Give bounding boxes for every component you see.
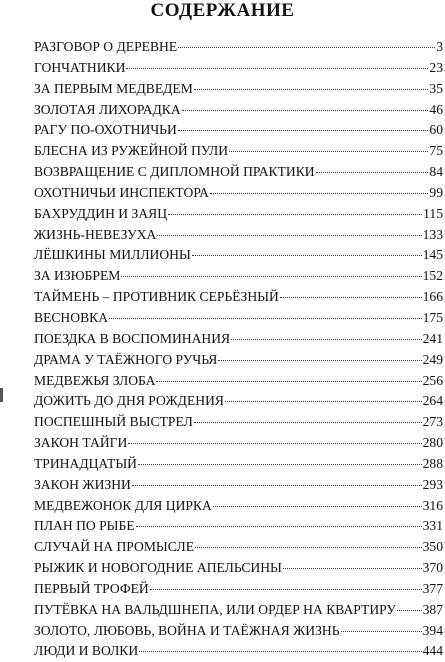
- dot-leader: [136, 526, 422, 527]
- dot-leader: [150, 589, 422, 590]
- toc-entry-title: ЗАКОН ТАЙГИ: [34, 435, 128, 451]
- toc-entry: [34, 183, 443, 204]
- toc-entry: [34, 454, 443, 475]
- toc-entry: [34, 100, 443, 121]
- toc-entry: [34, 120, 443, 141]
- toc-entry-page: 46: [429, 101, 443, 117]
- toc-entry-page: 350: [422, 539, 443, 555]
- dot-leader: [229, 151, 428, 152]
- toc-entry-page: 256: [422, 372, 443, 388]
- dot-leader: [126, 68, 428, 69]
- toc-entry-title: РЫЖИК И НОВОГОДНИЕ АПЕЛЬСИНЫ: [34, 560, 282, 576]
- dot-leader: [231, 339, 422, 340]
- toc-entry-title: ПЕРВЫЙ ТРОФЕЙ: [34, 580, 149, 596]
- toc-entry: [34, 162, 443, 183]
- toc-entry-page: 264: [422, 393, 443, 409]
- toc-entry: [34, 266, 443, 287]
- toc-entry-title: ДРАМА У ТАЁЖНОГО РУЧЬЯ: [34, 351, 218, 367]
- dot-leader: [128, 443, 421, 444]
- dot-leader: [168, 214, 422, 215]
- dot-leader: [138, 464, 422, 465]
- toc-entry-page: 23: [429, 59, 443, 75]
- dot-leader: [182, 110, 429, 111]
- toc-entry-page: 60: [429, 122, 443, 138]
- toc-entry-page: 387: [422, 601, 443, 617]
- page-edge-mark: [0, 388, 3, 402]
- toc-entry-page: 166: [422, 289, 443, 305]
- toc-entry-title: РАГУ ПО-ОХОТНИЧЬИ: [34, 122, 177, 138]
- page-title: СОДЕРЖАНИЕ: [150, 0, 295, 21]
- toc-entry-page: 115: [423, 205, 443, 221]
- toc-entry-title: ЖИЗНЬ-НЕВЕЗУХА: [34, 226, 157, 242]
- dot-leader: [316, 172, 429, 173]
- toc-entry: [34, 225, 443, 246]
- toc-entry: [34, 537, 443, 558]
- toc-entry-title: ЛЮДИ И ВОЛКИ: [34, 643, 139, 659]
- dot-leader: [213, 506, 422, 507]
- dot-leader: [132, 485, 422, 486]
- toc-entry-page: 75: [429, 143, 443, 159]
- toc-entry-title: ГОНЧАТНИКИ: [34, 59, 126, 75]
- toc-entry-title: ПУТЁВКА НА ВАЛЬДШНЕПА, ИЛИ ОРДЕР НА КВАРТИРУ: [34, 601, 396, 617]
- toc-entry-page: 241: [422, 330, 443, 346]
- toc-entry: [34, 600, 443, 621]
- toc-entry-page: 444: [422, 643, 443, 659]
- toc-entry-title: ЗАКОН ЖИЗНИ: [34, 476, 131, 492]
- toc-entry-page: 316: [422, 497, 443, 513]
- dot-leader: [280, 297, 422, 298]
- toc-entry: [34, 391, 443, 412]
- toc-entry-page: 288: [422, 455, 443, 471]
- toc-entry-title: МЕДВЕЖОНОК ДЛЯ ЦИРКА: [34, 497, 212, 513]
- toc-entry-page: 370: [422, 560, 443, 576]
- toc-entry-page: 280: [422, 435, 443, 451]
- toc-entry-page: 84: [429, 164, 443, 180]
- dot-leader: [194, 422, 422, 423]
- dot-leader: [192, 255, 422, 256]
- toc-entry-title: ОХОТНИЧЬИ ИНСПЕКТОРА: [34, 184, 209, 200]
- toc-entry-title: ПОСПЕШНЫЙ ВЫСТРЕЛ: [34, 414, 193, 430]
- toc-entry-title: ВОЗВРАЩЕНИЕ С ДИПЛОМНОЙ ПРАКТИКИ: [34, 164, 315, 180]
- toc-entry-page: 35: [429, 80, 443, 96]
- toc-entry: [34, 287, 443, 308]
- toc-entry-page: 273: [422, 414, 443, 430]
- toc-entry-page: 249: [422, 351, 443, 367]
- toc-entry-title: СЛУЧАЙ НА ПРОМЫСЛЕ: [34, 539, 195, 555]
- dot-leader: [195, 547, 422, 548]
- toc-entry-page: 331: [422, 518, 443, 534]
- toc-entry-title: ДОЖИТЬ ДО ДНЯ РОЖДЕНИЯ: [34, 393, 224, 409]
- toc-entry: [34, 58, 443, 79]
- dot-leader: [157, 235, 421, 236]
- toc-entry-title: ЛЁШКИНЫ МИЛЛИОНЫ: [34, 247, 191, 263]
- toc-entry-page: 175: [422, 309, 443, 325]
- toc-entry: [34, 371, 443, 392]
- toc-entry: [34, 245, 443, 266]
- toc-entry-page: 293: [422, 476, 443, 492]
- toc-entry-title: ЗОЛОТО, ЛЮБОВЬ, ВОЙНА И ТАЁЖНАЯ ЖИЗНЬ: [34, 622, 340, 638]
- toc-entry-page: 377: [422, 580, 443, 596]
- toc-entry-title: МЕДВЕЖЬЯ ЗЛОБА: [34, 372, 156, 388]
- toc-entry-page: 3: [436, 39, 443, 54]
- toc-entry-title: ЗА ПЕРВЫМ МЕДВЕДЕМ: [34, 80, 193, 96]
- toc-entry-title: ПОЕЗДКА В ВОСПОМИНАНИЯ: [34, 330, 231, 346]
- dot-leader: [283, 568, 422, 569]
- dot-leader: [178, 130, 429, 131]
- toc-entry-page: 99: [429, 184, 443, 200]
- toc-entry: [34, 412, 443, 433]
- toc-entry: [34, 433, 443, 454]
- toc-entry-page: 145: [422, 247, 443, 263]
- toc-entry-title: РАЗГОВОР О ДЕРЕВНЕ: [34, 39, 178, 54]
- dot-leader: [139, 651, 421, 652]
- toc-entry: [34, 475, 443, 496]
- dot-leader: [397, 610, 422, 611]
- toc-entry-page: 152: [422, 268, 443, 284]
- dot-leader: [194, 89, 429, 90]
- toc-entry-title: БЛЕСНА ИЗ РУЖЕЙНОЙ ПУЛИ: [34, 143, 229, 159]
- toc-entry: [34, 516, 443, 537]
- toc-entry-title: ПЛАН ПО РЫБЕ: [34, 518, 135, 534]
- toc-entry: [34, 141, 443, 162]
- toc-entry: [34, 641, 443, 662]
- dot-leader: [121, 276, 421, 277]
- dot-leader: [156, 381, 421, 382]
- toc-entry-title: ТАЙМЕНЬ – ПРОТИВНИК СЕРЬЁЗНЫЙ: [34, 289, 279, 305]
- dot-leader: [225, 401, 422, 402]
- toc-entry-title: ЗА ИЗЮБРЕМ: [34, 268, 121, 284]
- table-of-contents: [34, 37, 443, 662]
- toc-entry: [34, 558, 443, 579]
- toc-entry-title: ВЕСНОВКА: [34, 309, 109, 325]
- dot-leader: [109, 318, 422, 319]
- toc-entry: [34, 579, 443, 600]
- toc-entry: [34, 621, 443, 642]
- toc-entry: [34, 496, 443, 517]
- toc-entry-title: ЗОЛОТАЯ ЛИХОРАДКА: [34, 101, 181, 117]
- toc-entry: [34, 79, 443, 100]
- dot-leader: [218, 360, 421, 361]
- toc-entry: [34, 37, 443, 58]
- toc-entry: [34, 308, 443, 329]
- toc-entry: [34, 204, 443, 225]
- toc-entry-title: ТРИНАДЦАТЫЙ: [34, 455, 138, 471]
- toc-entry-title: БАХРУДДИН И ЗАЯЦ: [34, 205, 168, 221]
- dot-leader: [178, 47, 435, 48]
- dot-leader: [341, 631, 422, 632]
- toc-entry: [34, 329, 443, 350]
- toc-entry: [34, 350, 443, 371]
- toc-entry-page: 394: [422, 622, 443, 638]
- toc-entry-page: 133: [422, 226, 443, 242]
- dot-leader: [210, 193, 428, 194]
